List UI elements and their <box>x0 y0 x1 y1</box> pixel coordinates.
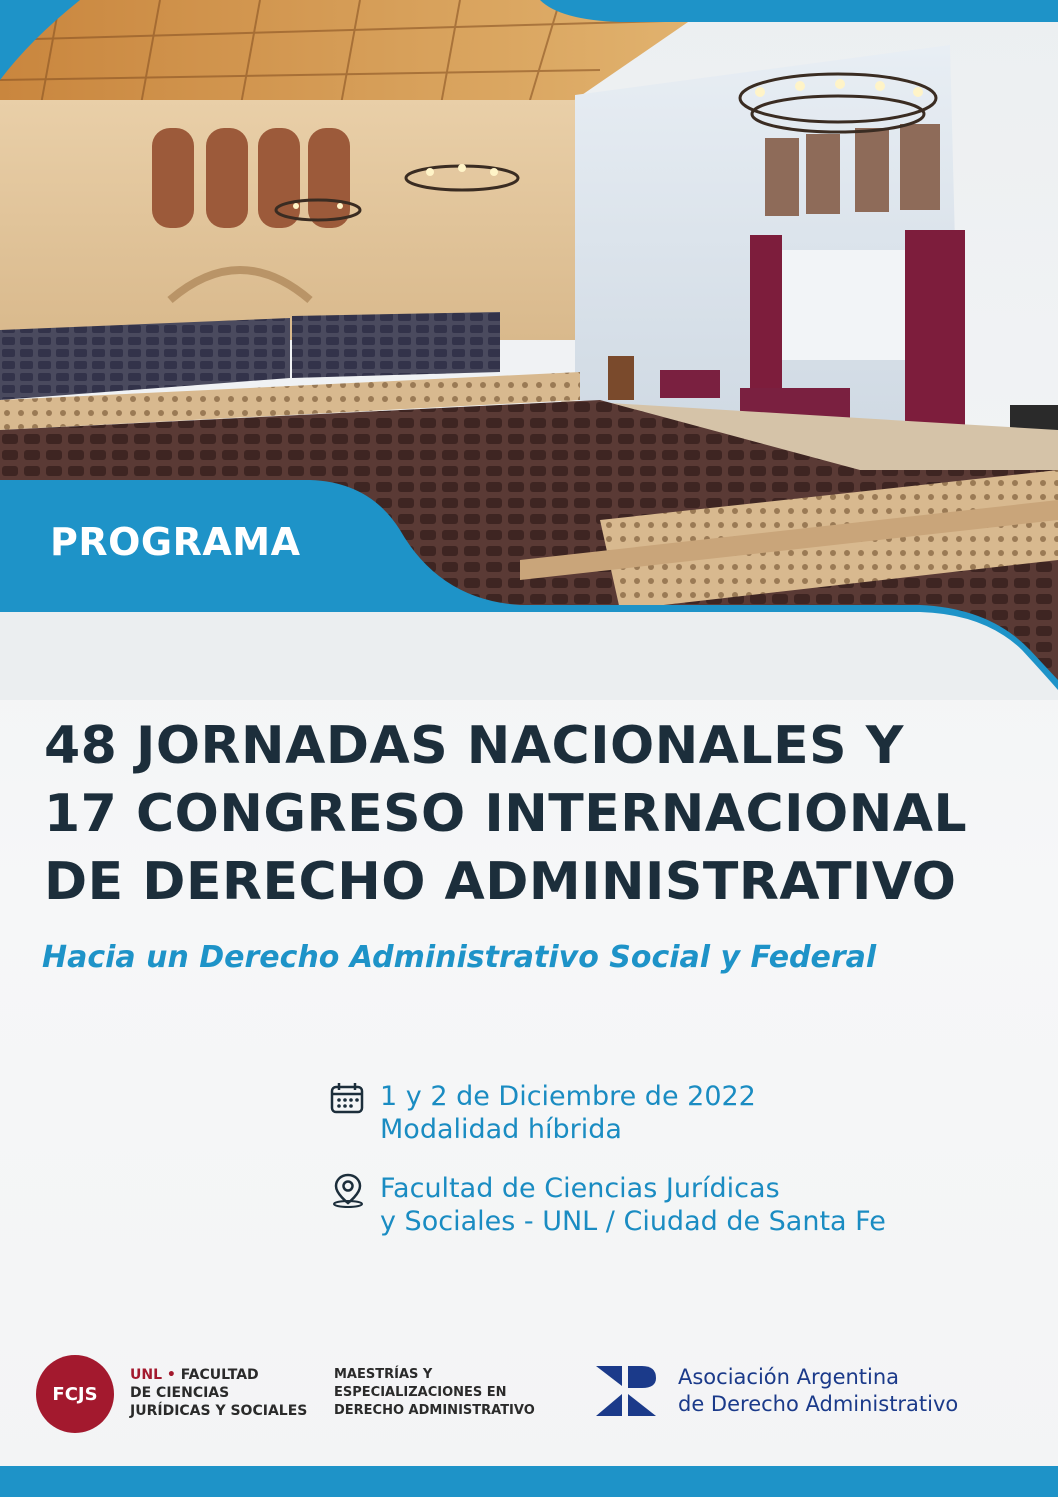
aada-line-1: Asociación Argentina <box>678 1365 900 1389</box>
unl-faculty-word: FACULTAD <box>180 1367 259 1383</box>
unl-line-3: JURÍDICAS Y SOCIALES <box>130 1403 308 1419</box>
location-info <box>380 1172 886 1238</box>
event-subtitle: Hacia un Derecho Administrativo Social y Federal <box>42 940 877 975</box>
program-label: PROGRAMA <box>50 520 301 564</box>
location-line-1: Facultad de Ciencias Jurídicas <box>380 1173 780 1204</box>
sponsor-logos <box>0 1350 1058 1440</box>
aada-logo-mark <box>596 1364 658 1418</box>
title-line-1: 48 JORNADAS NACIONALES Y <box>44 716 904 776</box>
maestrias-line-1: MAESTRÍAS Y <box>334 1367 433 1382</box>
fcjs-logo: FCJS <box>36 1355 114 1433</box>
unl-wordmark: UNL <box>130 1367 163 1383</box>
date-info <box>380 1080 756 1146</box>
unl-line-2: DE CIENCIAS <box>130 1385 230 1401</box>
event-title <box>44 712 1034 916</box>
unl-faculty-text: UNL • FACULTAD DE CIENCIAS JURÍDICAS Y SOCIALES <box>130 1367 308 1419</box>
maestrias-text <box>334 1366 535 1420</box>
footer-bar <box>0 1466 1058 1497</box>
title-line-2: 17 CONGRESO INTERNACIONAL <box>44 784 968 844</box>
maestrias-line-3: DERECHO ADMINISTRATIVO <box>334 1403 535 1418</box>
aada-name <box>678 1364 958 1418</box>
location-line-2: y Sociales - UNL / Ciudad de Santa Fe <box>380 1206 886 1237</box>
maestrias-line-2: ESPECIALIZACIONES EN <box>334 1385 507 1400</box>
calendar-icon <box>330 1082 364 1114</box>
hero-auditorium-image <box>0 0 1058 700</box>
aada-line-2: de Derecho Administrativo <box>678 1392 959 1416</box>
location-pin-icon <box>330 1172 366 1208</box>
modality-line: Modalidad híbrida <box>380 1114 622 1145</box>
title-line-3: DE DERECHO ADMINISTRATIVO <box>44 852 957 912</box>
date-line: 1 y 2 de Diciembre de 2022 <box>380 1081 756 1112</box>
